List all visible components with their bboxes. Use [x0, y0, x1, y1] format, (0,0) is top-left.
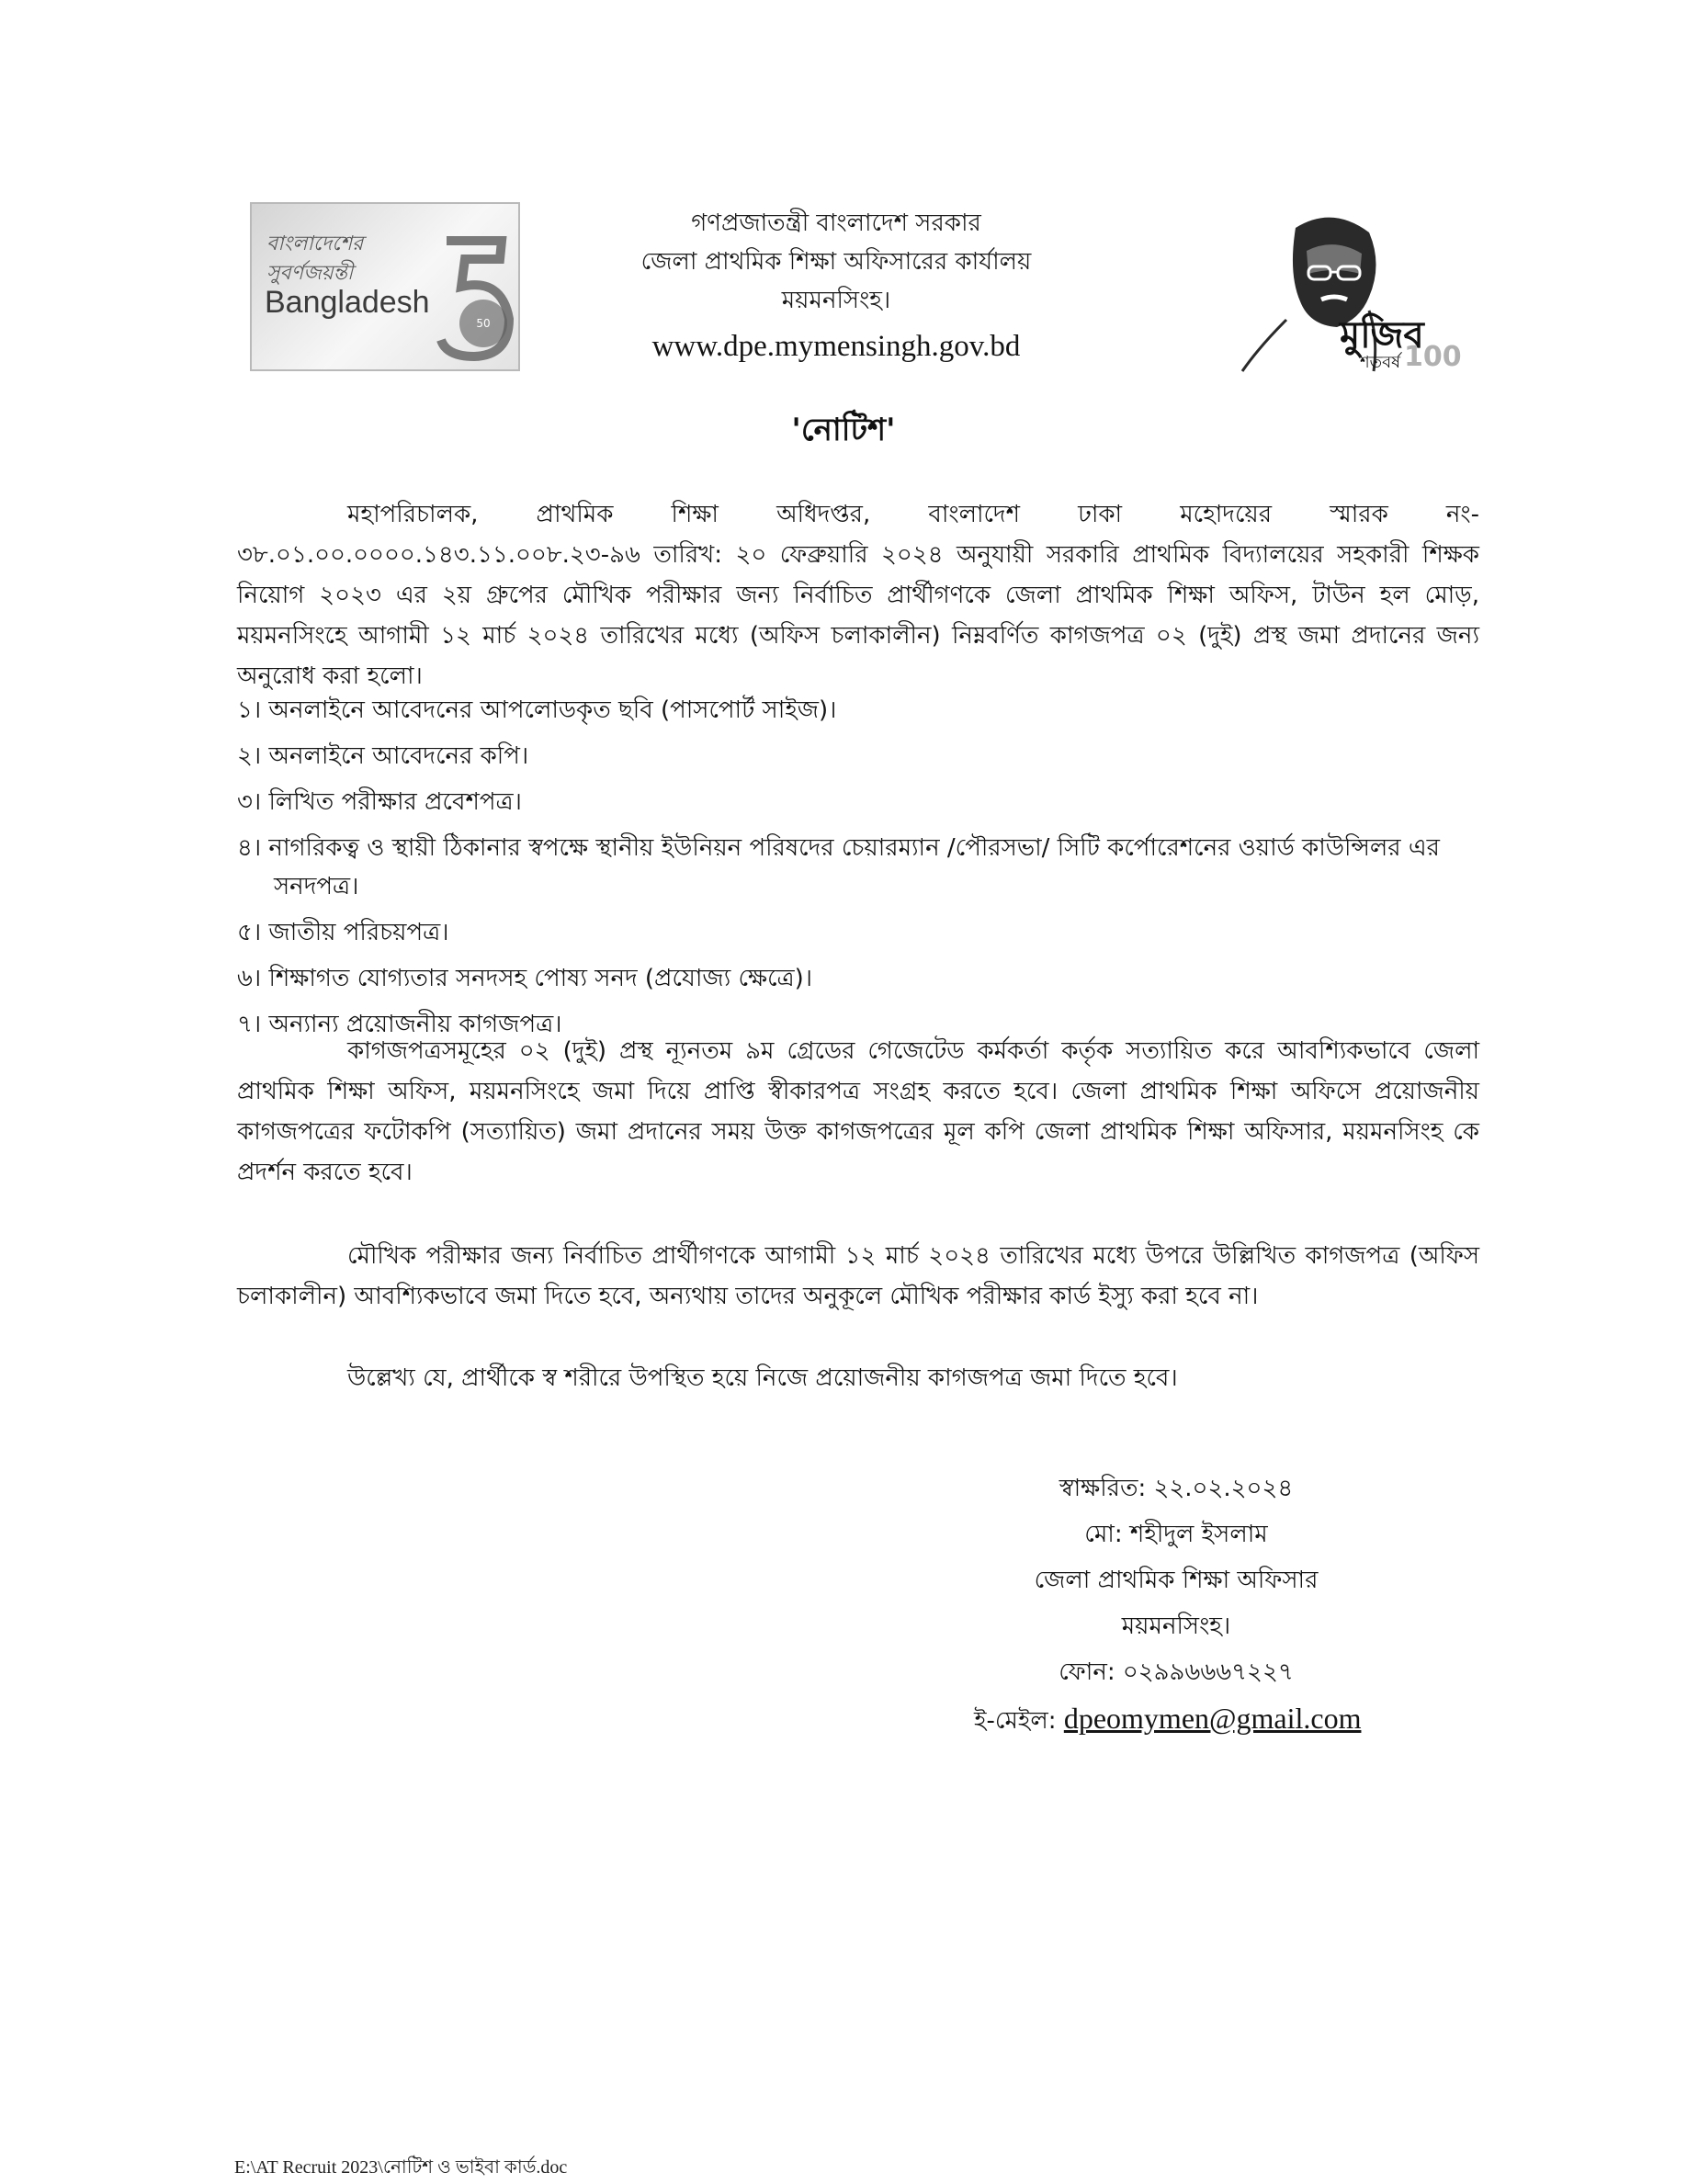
attestation-text: কাগজপত্রসমূহের ০২ (দুই) প্রস্থ ন্যূনতম ৯ম গ্রেডের গেজেটেড কর্মকর্তা কর্তৃক সত্যায়িত করে আবশ্যিকভাবে জেলা প্রাথমিক শিক্ষা অফিস, ময়মনসিংহে জমা দিয়ে প্রাপ্তি স্বীকারপত্র সংগ্রহ করতে হবে। জেলা প্রাথমিক শিক্ষা অফিসে প্রয়োজনীয় কাগজপত্রের ফটোকপি (সত্যায়িত) জমা প্রদানের সময় উক্ত কাগজপত্রের মূল কপি জেলা প্রাথমিক শিক্ষা অফিসার, ময়মনসিংহ কে প্রদর্শন করতে হবে।: [237, 1037, 1479, 1186]
list-item: ৭। অন্যান্য প্রয়োজনীয় কাগজপত্র।: [237, 1011, 562, 1038]
signatory-designation: জেলা প্রাথমিক শিক্ষা অফিসার: [1034, 1567, 1319, 1594]
email-row: [937, 1695, 1415, 1744]
logo-bn-line1: বাংলাদেশের: [266, 232, 364, 255]
presence-paragraph: [237, 1358, 1479, 1398]
file-path-footer: E:\AT Recruit 2023\নোটিশ ও ভাইবা কার্ড.doc: [234, 2157, 568, 2178]
signature-block: [937, 1465, 1415, 1744]
required-documents-list: [237, 691, 1487, 1051]
list-item: ২। অনলাইনে আবেদনের কপি।: [237, 742, 529, 770]
deadline-paragraph: [237, 1236, 1479, 1317]
signatory-phone: ফোন: ০২৯৯৬৬৬৭২২৭: [1059, 1658, 1294, 1686]
logo-mujib-sub: শতবর্ষ: [1360, 353, 1401, 372]
signed-date: স্বাক্ষরিত: ২২.০২.২০২৪: [1059, 1475, 1294, 1502]
fifty-icon: [437, 232, 515, 360]
list-item: ৩। লিখিত পরীক্ষার প্রবেশপত্র।: [237, 788, 522, 816]
logo-number: 50: [476, 317, 491, 330]
office-website: www.dpe.mymensingh.gov.bd: [651, 330, 1021, 363]
list-item: ৬। শিক্ষাগত যোগ্যতার সনদসহ পোষ্য সনদ (প্রযোজ্য ক্ষেত্রে)।: [237, 965, 813, 992]
office-header: [588, 204, 1084, 369]
mujib-centenary-logo: [1231, 209, 1462, 373]
list-item: ৪। নাগরিকত্ব ও স্থায়ী ঠিকানার স্বপক্ষে স্থানীয় ইউনিয়ন পরিষদের চেয়ারম্যান /পৌরসভা/ সিটি কর্পোরেশনের ওয়ার্ড কাউন্সিলর এর সনদপত্র।: [237, 834, 1440, 900]
list-item: ৫। জাতীয় পরিচয়পত্র।: [237, 919, 449, 946]
notice-title: 'নোটিশ': [791, 412, 896, 448]
signatory-name: মো: শহীদুল ইসলাম: [1084, 1521, 1268, 1548]
logo-mujib-text: মুজিব: [1340, 314, 1424, 356]
logo-mujib-number: 100: [1404, 341, 1462, 373]
logo-word: Bangladesh: [265, 285, 430, 320]
email-link[interactable]: dpeomymen@gmail.com: [1063, 1702, 1362, 1735]
deadline-text: মৌখিক পরীক্ষার জন্য নির্বাচিত প্রার্থীগণকে আগামী ১২ মার্চ ২০২৪ তারিখের মধ্যে উপরে উল্লিখিত কাগজপত্র (অফিস চলাকালীন) আবশ্যিকভাবে জমা দিতে হবে, অন্যথায় তাদের অনুকূলে মৌখিক পরীক্ষার কার্ড ইস্যু করা হবে না।: [237, 1242, 1479, 1310]
logo-bn-line2: সুবর্ণজয়ন্তী: [266, 262, 354, 285]
presence-text: উল্লেখ্য যে, প্রার্থীকে স্ব শরীরে উপস্থিত হয়ে নিজে প্রয়োজনীয় কাগজপত্র জমা দিতে হবে।: [347, 1364, 1178, 1392]
list-item: ১। অনলাইনে আবেদনের আপলোডকৃত ছবি (পাসপোর্ট সাইজ)।: [237, 696, 837, 724]
attestation-paragraph: [237, 1031, 1479, 1193]
office-location: ময়মনসিংহ।: [781, 287, 891, 314]
signatory-place: ময়মনসিংহ।: [1121, 1613, 1231, 1640]
office-name: জেলা প্রাথমিক শিক্ষা অফিসারের কার্যালয়: [640, 248, 1032, 276]
golden-jubilee-logo: [250, 202, 520, 371]
government-name: গণপ্রজাতন্ত্রী বাংলাদেশ সরকার: [691, 209, 981, 237]
email-label: ই-মেইল:: [974, 1707, 1057, 1735]
intro-paragraph: [237, 494, 1479, 696]
portrait-icon: [1231, 209, 1462, 373]
intro-text: মহাপরিচালক, প্রাথমিক শিক্ষা অধিদপ্তর, বাংলাদেশ ঢাকা মহোদয়ের স্মারক নং- ৩৮.০১.০০.০০০০.১৪৩.১১.০০৮.২৩-৯৬ তারিখ: ২০ ফেব্রুয়ারি ২০২৪ অনুযায়ী সরকারি প্রাথমিক বিদ্যালয়ের সহকারী শিক্ষক নিয়োগ ২০২৩ এর ২য় গ্রুপের মৌখিক পরীক্ষার জন্য নির্বাচিত প্রার্থীগণকে জেলা প্রাথমিক শিক্ষা অফিস, টাউন হল মোড়, ময়মনসিংহে আগামী ১২ মার্চ ২০২৪ তারিখের মধ্যে (অফিস চলাকালীন) নিম্নবর্ণিত কাগজপত্র ০২ (দুই) প্রস্থ জমা প্রদানের জন্য অনুরোধ করা হলো।: [237, 501, 1479, 690]
